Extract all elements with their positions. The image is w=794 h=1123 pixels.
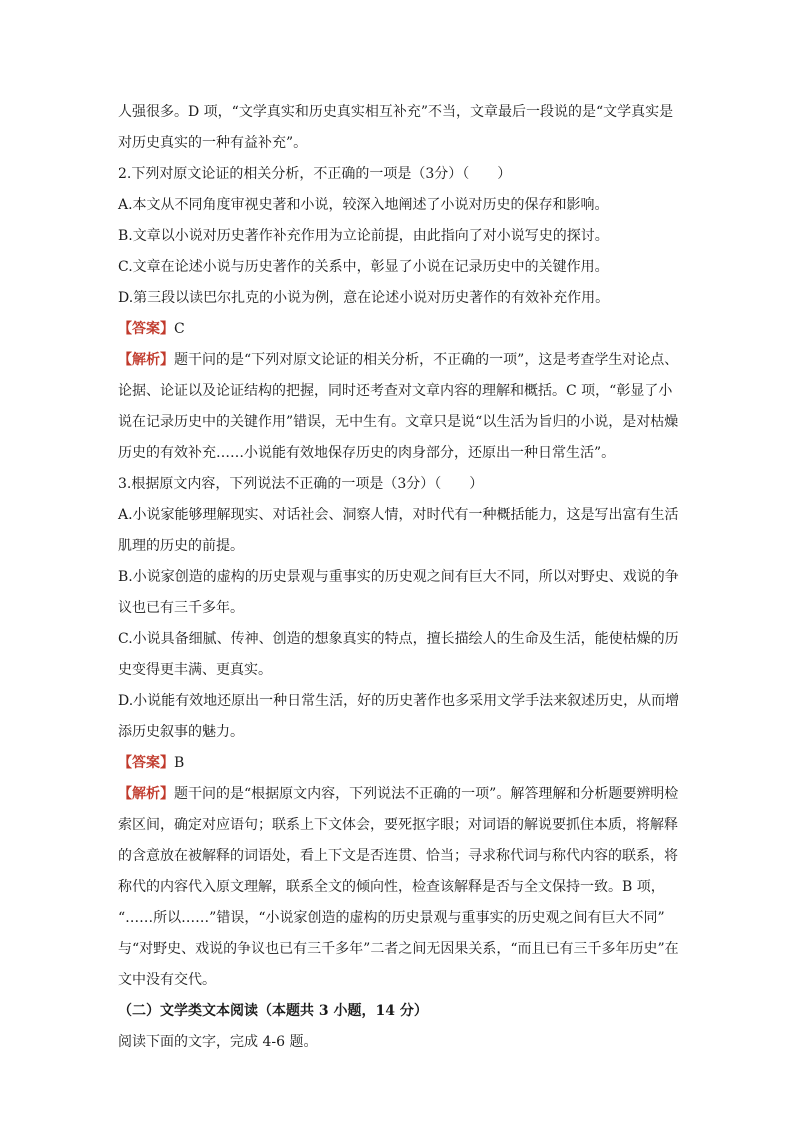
q3-analysis-line: 的含意放在被解释的词语处，看上下文是否连贯、恰当；寻求称代词与称代内容的联系，将 (118, 848, 678, 864)
q3-analysis-line: 索区间，确定对应语句；联系上下文体会，要死抠字眼；对词语的解说要抓住本质，将解释 (118, 817, 678, 833)
q2-analysis-line: 历史的有效补充……小说能有效地保存历史的肉身部分，还原出一种日常生活”。 (118, 445, 616, 461)
q3-analysis-line (118, 779, 678, 810)
paragraph-line: 对历史真实的一种有益补充”。 (118, 135, 308, 151)
answer-value: C (174, 321, 185, 337)
q3-option-d: D.小说能有效地还原出一种日常生活，好的历史著作也多采用文学手法来叙述历史，从而增 (118, 693, 680, 709)
q3-option-a-cont: 肌理的历史的前提。 (118, 538, 244, 554)
q3-analysis-line: “……所以……”错误，“小说家创造的虚构的历史景观与重事实的历史观之间有巨大不同” (118, 910, 665, 926)
q3-option-c-cont: 史变得更丰满、更真实。 (118, 662, 272, 678)
q3-analysis-line: 与“对野史、戏说的争议也已有三千多年”二者之间无因果关系，“而且已有三千多年历史”在 (118, 941, 679, 957)
q2-option-b: B.文章以小说对历史著作补充作用为立论前提，由此指向了对小说写史的探讨。 (118, 228, 609, 244)
analysis-text: 题干问的是“下列对原文论证的相关分析，不正确的一项”，这是考查学生对论点、 (174, 352, 679, 368)
document-body (118, 97, 678, 1058)
q2-option-c: C.文章在论述小说与历史著作的关系中，彰显了小说在记录历史中的关键作用。 (118, 259, 609, 275)
q3-answer (118, 748, 678, 779)
q2-option-a: A.本文从不同角度审视史著和小说，较深入地阐述了小说对历史的保存和影响。 (118, 197, 609, 213)
q2-analysis-line: 论据、论证以及论证结构的把握，同时还考查对文章内容的理解和概括。C 项，“彰显了小 (118, 383, 673, 399)
paragraph-line: 人强很多。D 项，“文学真实和历史真实相互补充”不当，文章最后一段说的是“文学真实是 (118, 104, 674, 120)
q3-option-a: A.小说家能够理解现实、对话社会、洞察人情，对时代有一种概括能力，这是写出富有生活 (118, 507, 679, 523)
answer-tag: 【答案】 (118, 755, 174, 771)
analysis-tag: 【解析】 (118, 786, 174, 802)
answer-value: B (174, 755, 185, 771)
q3-option-d-cont: 添历史叙事的魅力。 (118, 724, 244, 740)
question-2-stem: 2.下列对原文论证的相关分析，不正确的一项是（3分）（ ） (118, 166, 512, 182)
q3-option-c: C.小说具备细腻、传神、创造的想象真实的特点，擅长描绘人的生命及生活，能使枯燥的历 (118, 631, 679, 647)
q3-analysis-line: 称代的内容代入原文理解，联系全文的倾向性，检查该解释是否与全文保持一致。B 项， (118, 879, 665, 895)
analysis-text: 题干问的是“根据原文内容，下列说法不正确的一项”。解答理解和分析题要辨明检 (174, 786, 679, 802)
q2-option-d: D.第三段以读巴尔扎克的小说为例，意在论述小说对历史著作的有效补充作用。 (118, 290, 610, 306)
q3-analysis-line: 文中没有交代。 (118, 972, 216, 988)
q2-analysis-line (118, 345, 678, 376)
q3-option-b-cont: 议也已有三千多年。 (118, 600, 244, 616)
analysis-tag: 【解析】 (118, 352, 174, 368)
reading-instruction: 阅读下面的文字，完成 4-6 题。 (118, 1034, 318, 1050)
question-3-stem: 3.根据原文内容，下列说法不正确的一项是（3分）（ ） (118, 476, 484, 492)
q2-answer (118, 314, 678, 345)
q3-option-b: B.小说家创造的虚构的历史景观与重事实的历史观之间有巨大不同，所以对野史、戏说的争 (118, 569, 679, 585)
answer-tag: 【答案】 (118, 321, 174, 337)
q2-analysis-line: 说在记录历史中的关键作用”错误，无中生有。文章只是说“以生活为旨归的小说，是对枯燥 (118, 414, 679, 430)
section-title: （二）文学类文本阅读（本题共 3 小题，14 分） (118, 1003, 428, 1019)
